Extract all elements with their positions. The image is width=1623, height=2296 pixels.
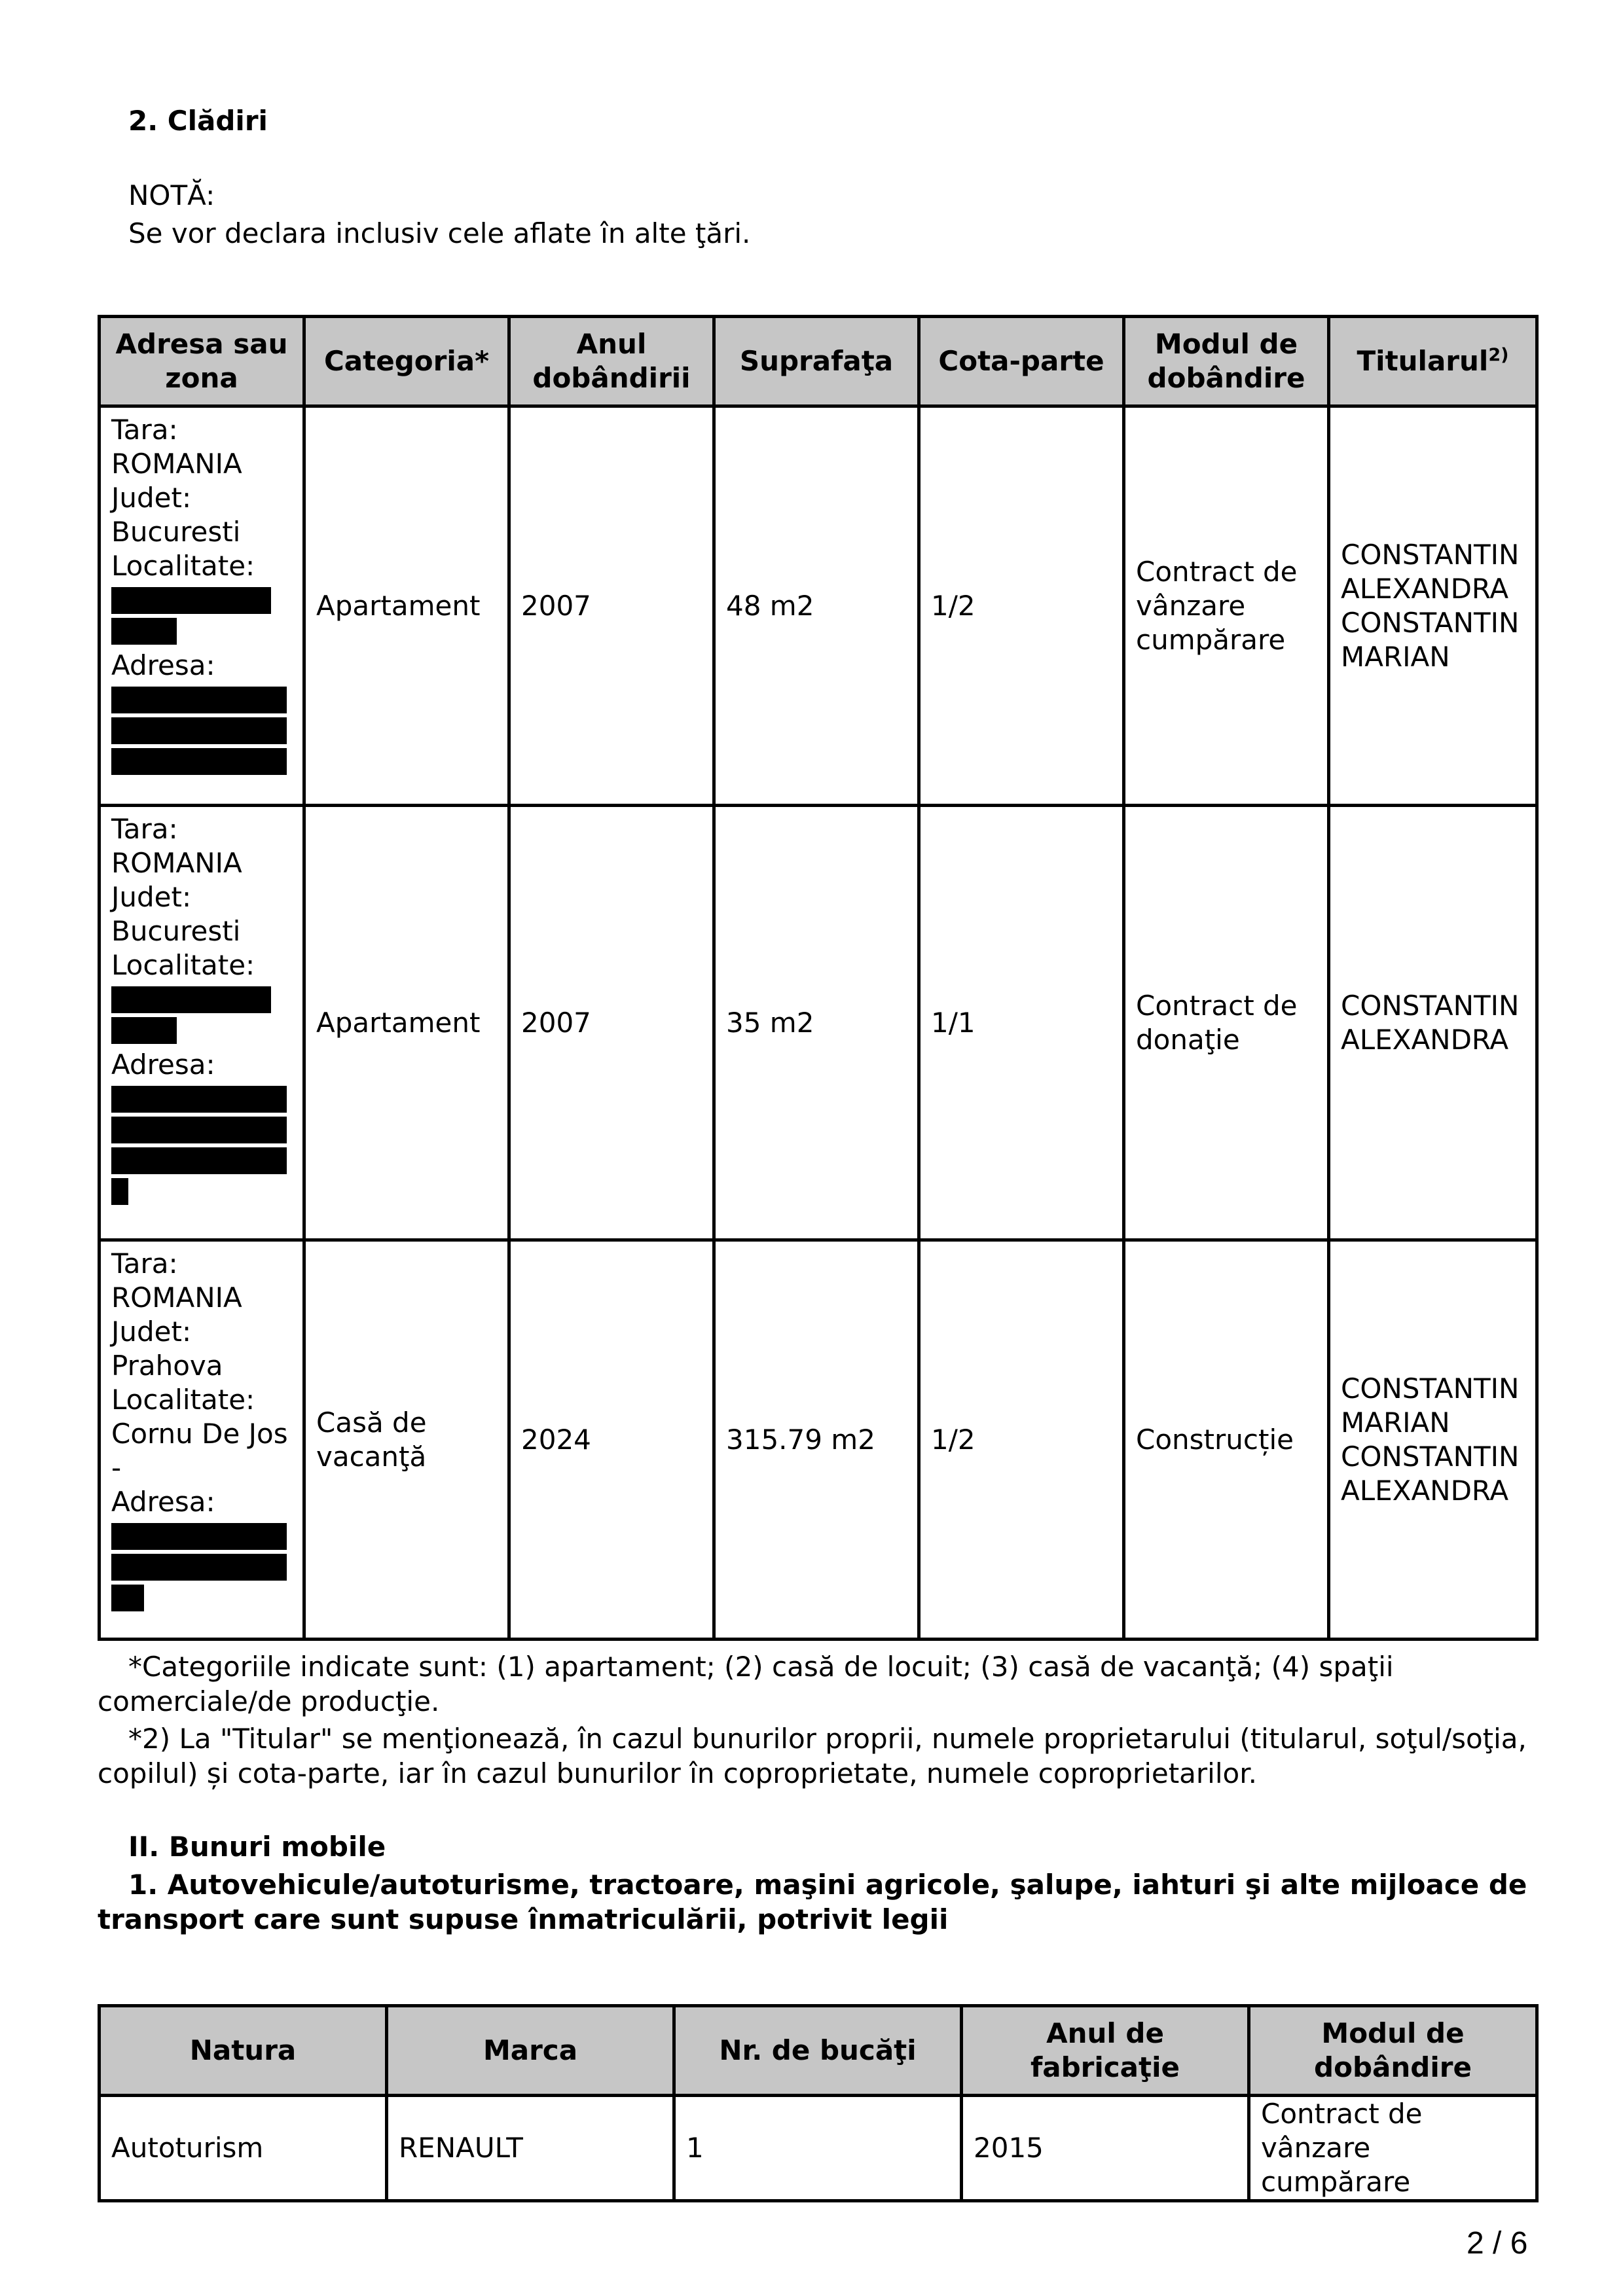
address-line: ROMANIA xyxy=(111,847,242,879)
redaction-block xyxy=(111,1147,287,1174)
address-line: Cornu De Jos xyxy=(111,1418,288,1450)
redaction-block xyxy=(111,618,177,645)
note-text: Se vor declara inclusiv cele aflate în alte ţări. xyxy=(128,217,751,249)
share-cell: 1/2 xyxy=(919,406,1124,806)
header-category: Categoria* xyxy=(304,317,509,406)
address-label: Adresa: xyxy=(111,1049,215,1081)
share-cell: 1/2 xyxy=(919,1240,1124,1640)
year-cell: 2024 xyxy=(509,1240,714,1640)
mode-cell: Contract de vânzare cumpărare xyxy=(1124,406,1329,806)
page-number: 2 / 6 xyxy=(1467,2226,1528,2261)
address-line: Tara: xyxy=(111,1247,178,1280)
header-nature: Natura xyxy=(100,2006,387,2096)
area-cell: 35 m2 xyxy=(714,806,919,1240)
table-header-row xyxy=(100,317,1537,406)
section-title: 2. Clădiri xyxy=(128,105,268,137)
brand-cell: RENAULT xyxy=(387,2096,674,2201)
address-line: Bucuresti xyxy=(111,516,241,548)
header-manufacture-year: Anul de fabricaţie xyxy=(962,2006,1249,2096)
redaction-block xyxy=(111,748,287,775)
header-brand: Marca xyxy=(387,2006,674,2096)
header-acquisition-mode: Modul de dobândire xyxy=(1249,2006,1537,2096)
header-count: Nr. de bucăţi xyxy=(674,2006,962,2096)
category-cell: Apartament xyxy=(304,806,509,1240)
address-line: Localitate: xyxy=(111,949,255,981)
header-year: Anul dobândirii xyxy=(509,317,714,406)
area-cell: 315.79 m2 xyxy=(714,1240,919,1640)
address-line: Localitate: xyxy=(111,1384,255,1416)
redaction-block xyxy=(111,1554,287,1581)
address-line: ROMANIA xyxy=(111,1282,242,1314)
year-cell: 2007 xyxy=(509,806,714,1240)
footnote-categories: *Categoriile indicate sunt: (1) apartament; (2) casă de locuit; (3) casă de vacanţă; (4) spaţii comerciale/de producţie. xyxy=(98,1651,1394,1717)
redaction-block xyxy=(111,687,287,713)
address-cell xyxy=(100,1240,304,1640)
address-line: - xyxy=(111,1452,122,1484)
address-label: Adresa: xyxy=(111,649,215,681)
address-line: Judet: xyxy=(111,1316,192,1348)
redaction-block xyxy=(111,1117,287,1143)
redaction-block xyxy=(111,986,271,1013)
redaction-block xyxy=(111,1585,144,1611)
header-mode: Modul de dobândire xyxy=(1124,317,1329,406)
redaction-block xyxy=(111,587,271,614)
header-address: Adresa sau zona xyxy=(100,317,304,406)
movables-title: II. Bunuri mobile xyxy=(128,1831,386,1863)
area-cell: 48 m2 xyxy=(714,406,919,806)
address-line: Bucuresti xyxy=(111,915,241,947)
redaction-block xyxy=(111,717,287,744)
address-line: Tara: xyxy=(111,813,178,845)
table-row xyxy=(100,1240,1537,1640)
manufacture-year-cell: 2015 xyxy=(962,2096,1249,2201)
footnote-titular: *2) La "Titular" se menţionează, în cazul bunurilor proprii, numele proprietarului (titularul, soţul/soţia, copilul) și cota-parte, iar în cazul bunurilor în coproprietate, numele coproprietarilor. xyxy=(98,1723,1527,1789)
year-cell: 2007 xyxy=(509,406,714,806)
header-share: Cota-parte xyxy=(919,317,1124,406)
header-area: Suprafaţa xyxy=(714,317,919,406)
table-row xyxy=(100,2096,1537,2201)
category-cell: Casă de vacanţă xyxy=(304,1240,509,1640)
acquisition-mode-cell: Contract de vânzare cumpărare xyxy=(1249,2096,1537,2201)
table-row xyxy=(100,806,1537,1240)
buildings-table xyxy=(98,315,1539,1641)
address-cell xyxy=(100,806,304,1240)
mode-cell: Contract de donaţie xyxy=(1124,806,1329,1240)
address-line: Tara: xyxy=(111,414,178,446)
address-line: Prahova xyxy=(111,1350,223,1382)
redaction-block xyxy=(111,1178,128,1205)
table-header-row xyxy=(100,2006,1537,2096)
header-holder-sup: 2) xyxy=(1488,345,1509,365)
address-cell xyxy=(100,406,304,806)
holder-cell: CONSTANTIN MARIAN CONSTANTIN ALEXANDRA xyxy=(1329,1240,1537,1640)
vehicles-table xyxy=(98,2004,1539,2202)
header-holder xyxy=(1329,317,1537,406)
share-cell: 1/1 xyxy=(919,806,1124,1240)
category-cell: Apartament xyxy=(304,406,509,806)
address-line: Judet: xyxy=(111,482,192,514)
holder-cell: CONSTANTIN ALEXANDRA xyxy=(1329,806,1537,1240)
nature-cell: Autoturism xyxy=(100,2096,387,2201)
redaction-block xyxy=(111,1017,177,1044)
redaction-block xyxy=(111,1523,287,1550)
address-label: Adresa: xyxy=(111,1486,215,1518)
note-label: NOTĂ: xyxy=(128,179,215,211)
movables-subtitle: 1. Autovehicule/autoturisme, tractoare, maşini agricole, şalupe, iahturi şi alte mijloace de transport care sunt supuse înmatriculării, potrivit legii xyxy=(98,1869,1527,1935)
address-line: Localitate: xyxy=(111,550,255,582)
holder-cell: CONSTANTIN ALEXANDRA CONSTANTIN MARIAN xyxy=(1329,406,1537,806)
address-line: Judet: xyxy=(111,881,192,913)
address-line: ROMANIA xyxy=(111,448,242,480)
mode-cell: Construcție xyxy=(1124,1240,1329,1640)
table-row xyxy=(100,406,1537,806)
count-cell: 1 xyxy=(674,2096,962,2201)
header-holder-label: Titularul xyxy=(1357,345,1489,377)
redaction-block xyxy=(111,1086,287,1113)
